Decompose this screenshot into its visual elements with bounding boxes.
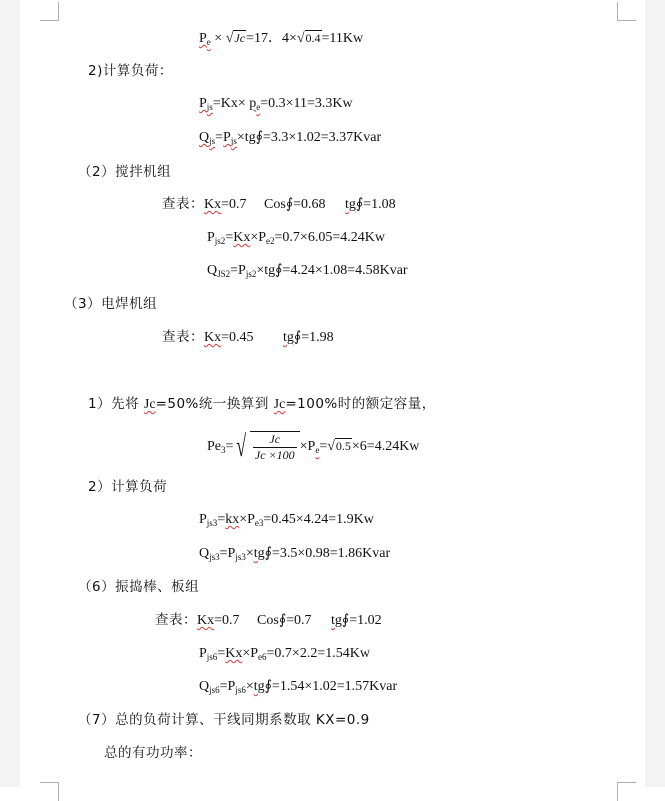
symbol-p: P xyxy=(199,512,207,527)
formula-pjs3 xyxy=(199,511,374,532)
equation-text: = xyxy=(217,512,226,527)
subscript: 3 xyxy=(221,445,226,455)
fraction-denominator: Jc ×100 xyxy=(254,447,295,462)
value-text: ∮=1.08 xyxy=(355,197,396,212)
symbol-pe: Pe xyxy=(207,439,221,454)
symbol-p: P xyxy=(199,646,207,661)
subscript: e xyxy=(315,445,320,455)
subscript: js6 xyxy=(206,652,218,662)
margin-corner-bottom-left xyxy=(40,782,59,801)
value-text: =0.7 xyxy=(214,613,240,628)
symbol-jc: Jc xyxy=(143,397,156,412)
value-text: =0.45 xyxy=(221,330,254,345)
result-text: ∮=3.5×0.98=1.86Kvar xyxy=(264,546,391,561)
symbol-q: Q xyxy=(199,546,210,561)
equation-text: ×P xyxy=(250,230,267,245)
section-heading: （3）电焊机组 xyxy=(64,296,158,312)
subscript: js6 xyxy=(209,685,220,695)
symbol-tg: tg xyxy=(345,197,356,212)
equation-text: ×P xyxy=(239,512,255,527)
symbol-kx: Kx xyxy=(233,230,251,245)
value-text: =0.7 xyxy=(221,197,247,212)
label: 查表： xyxy=(155,612,197,628)
symbol-tg: tg xyxy=(331,613,342,628)
symbol-p: p xyxy=(249,96,257,111)
result-text: =0.7×2.2=1.54Kw xyxy=(266,646,370,661)
symbol-kx: Kx xyxy=(225,646,243,661)
margin-corner-top-right xyxy=(617,2,636,21)
formula-qjs xyxy=(199,129,381,150)
statement-text: =50%统一换算到 xyxy=(155,396,274,412)
result-text: =0.45×4.24=1.9Kw xyxy=(263,512,374,527)
section-heading: （2）搅拌机组 xyxy=(78,164,172,180)
sqrt-jc: √Jc xyxy=(225,31,246,46)
symbol-kx: Kx xyxy=(204,330,222,345)
sqrt-value: √0.5 xyxy=(327,439,351,454)
symbol-tg: tg xyxy=(283,330,294,345)
subscript: js xyxy=(230,136,237,146)
symbol-tg: tg xyxy=(253,679,265,694)
sqrt-content: 0.5 xyxy=(335,439,351,453)
equation-text: = xyxy=(225,230,234,245)
lookup-line xyxy=(155,611,382,630)
symbol-q: Q xyxy=(199,130,210,145)
subscript: e6 xyxy=(258,652,267,662)
conversion-statement xyxy=(88,395,436,414)
section-heading: 2）计算负荷 xyxy=(88,479,168,495)
symbol-p: P xyxy=(223,130,231,145)
equation-text: =17．4× xyxy=(246,31,297,46)
symbol-jc: Jc xyxy=(273,397,286,412)
formula-qjs3 xyxy=(199,545,390,566)
sqrt-content: Jc xyxy=(234,31,246,45)
value-text: ∮=1.98 xyxy=(293,330,334,345)
equation-text: × xyxy=(245,546,254,561)
paragraph-text: 总的有功功率： xyxy=(104,745,202,761)
subscript: JS2 xyxy=(217,269,231,279)
lookup-line xyxy=(162,328,334,347)
margin-corner-top-left xyxy=(40,2,59,21)
value-text: Cos∮=0.7 xyxy=(257,613,312,628)
value-text: ∮=1.02 xyxy=(341,613,382,628)
section-heading: （6）振捣棒、板组 xyxy=(78,579,200,595)
formula-pjs6 xyxy=(199,645,370,666)
subscript: js2 xyxy=(214,236,226,246)
equation-text: =P xyxy=(219,546,236,561)
result-text: ∮=1.54×1.02=1.57Kvar xyxy=(264,679,398,694)
symbol-p: P xyxy=(207,230,215,245)
symbol-kx: Kx xyxy=(197,613,215,628)
formula-qjs2 xyxy=(207,262,408,283)
equation-text: = xyxy=(319,439,328,454)
symbol-p: P xyxy=(199,96,207,111)
margin-corner-bottom-right xyxy=(617,782,636,801)
result-text: =0.3×11=3.3Kw xyxy=(260,96,353,111)
equation-text: ×P xyxy=(299,439,316,454)
symbol-tg: tg xyxy=(253,546,265,561)
result-text: ×tg∮=3.3×1.02=3.37Kvar xyxy=(236,130,382,145)
equation-text: ×P xyxy=(242,646,259,661)
formula-qjs6 xyxy=(199,678,397,699)
equation-text: × xyxy=(245,679,254,694)
result-text: =0.7×6.05=4.24Kw xyxy=(274,230,385,245)
symbol-q: Q xyxy=(199,679,210,694)
symbol-p: P xyxy=(199,31,207,46)
subscript: js3 xyxy=(209,552,220,562)
operator: × xyxy=(214,31,223,46)
subscript: js3 xyxy=(235,552,246,562)
sqrt-value: √0.4 xyxy=(296,31,321,46)
equation-text: = xyxy=(217,646,226,661)
subscript: e3 xyxy=(254,518,264,528)
formula-pe3 xyxy=(207,428,419,468)
equation-text: = xyxy=(215,130,224,145)
statement-text: 1）先将 xyxy=(88,396,144,412)
symbol-q: Q xyxy=(207,263,218,278)
formula-pe xyxy=(199,29,363,51)
sqrt-fraction: √ $\frac{Jc}{Jc \times 100}$ xyxy=(233,429,299,465)
result-text: =11Kw xyxy=(321,31,364,46)
subscript: js2 xyxy=(245,269,257,279)
formula-pjs xyxy=(199,95,353,116)
document-page xyxy=(20,0,645,787)
symbol-kx: Kx xyxy=(204,197,222,212)
subscript: js xyxy=(209,136,216,146)
subscript: js3 xyxy=(206,518,218,528)
subscript: e xyxy=(256,102,261,112)
equation-text: = xyxy=(225,439,234,454)
subscript: js xyxy=(206,102,213,112)
formula-pjs2 xyxy=(207,229,385,250)
sqrt-content: 0.4 xyxy=(305,31,321,45)
subscript: e xyxy=(206,37,211,47)
result-text: ×tg∮=4.24×1.08=4.58Kvar xyxy=(256,263,408,278)
label: 查表： xyxy=(162,196,204,212)
section-heading: （7）总的负荷计算、干线同期系数取 KX=0.9 xyxy=(78,712,370,728)
symbol-kx: kx xyxy=(225,512,240,527)
result-text: ×6=4.24Kw xyxy=(351,439,420,454)
statement-text: =100%时的额定容量， xyxy=(285,396,436,412)
label: 查表： xyxy=(162,329,204,345)
section-heading: 2)计算负荷： xyxy=(88,63,173,79)
value-text: Cos∮=0.68 xyxy=(264,197,326,212)
fraction-numerator: Jc xyxy=(253,432,297,448)
equation-text: =P xyxy=(230,263,246,278)
subscript: js6 xyxy=(235,685,246,695)
equation-text: =Kx× xyxy=(212,96,246,111)
equation-text: =P xyxy=(219,679,236,694)
lookup-line xyxy=(162,195,396,214)
subscript: e2 xyxy=(266,236,275,246)
